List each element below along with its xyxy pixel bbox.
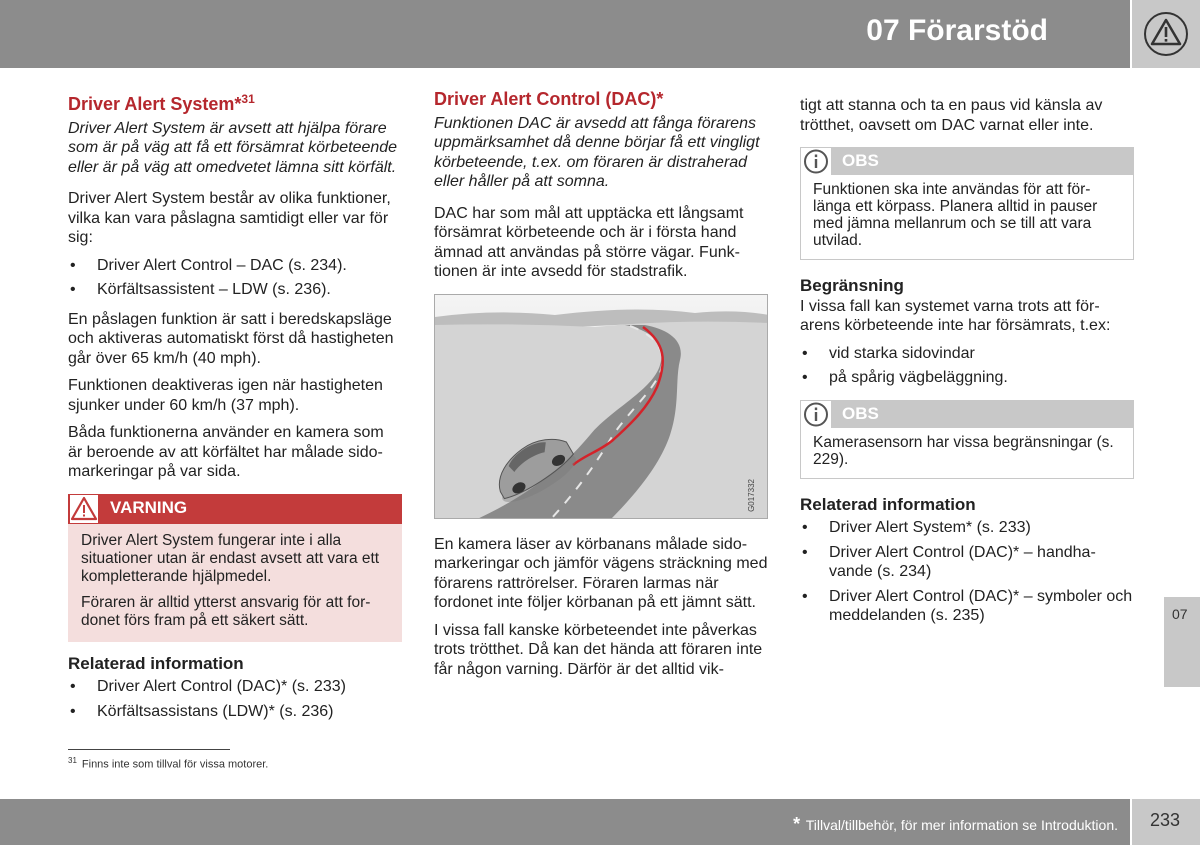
footnote: $^{31}$ Finns inte som tillval för vissa motorer. — [68, 756, 269, 771]
warning-sign-icon — [70, 495, 98, 523]
list-item: • Driver Alert Control – DAC (s. 234). — [68, 256, 402, 276]
function-list — [68, 256, 402, 300]
column-middle — [434, 90, 768, 687]
warning-box — [68, 494, 402, 642]
related-info-title: Relaterad information — [800, 494, 976, 514]
info-icon — [801, 148, 831, 175]
chapter-side-tab[interactable] — [1164, 597, 1200, 687]
related-info-title: Relaterad information — [68, 653, 244, 673]
note-text: Kamerasensorn har vissa begränsningar (s. 229). — [813, 433, 1114, 468]
column-left — [68, 90, 402, 731]
road-car-image — [435, 295, 768, 519]
related-link[interactable]: • Körfältsassistans (LDW)* (s. 236) — [68, 702, 402, 722]
section-title-driver-alert-system: Driver Alert System*$^{31}$ — [68, 92, 255, 114]
section-title-dac: Driver Alert Control (DAC)* — [434, 89, 664, 109]
column-right — [800, 96, 1134, 636]
paragraph: I vissa fall kanske körbeteendet inte påverkas trots trötthet. Då kan det hända att föraren inte får någon varning. Därför är det alltid vik- — [434, 621, 763, 678]
paragraph: En påslagen funktion är satt i beredskapsläge och aktiveras automatiskt först då hastigheten går över 65 km/h (40 mph). — [68, 310, 394, 367]
chapter-header — [0, 0, 1130, 68]
list-item: • vid starka sidovindar — [800, 344, 1134, 364]
paragraph: Funktionen deaktiveras igen när hastigheten sjunker under 60 km/h (37 mph). — [68, 377, 383, 414]
list-item: • på spårig vägbeläggning. — [800, 368, 1134, 388]
figure-code: G017332 — [746, 478, 756, 512]
chapter-icon-box — [1132, 0, 1200, 68]
related-link[interactable]: • Driver Alert Control (DAC)* (s. 233) — [68, 677, 402, 697]
intro-italic: Driver Alert System är avsett att hjälpa förare som är på väg att få ett försämrat körbeteende eller är på väg att omedvetet lämna sitt körfält. — [68, 119, 398, 176]
paragraph: I vissa fall kan systemet varna trots att förarens körbeteende inte har försämrats, t.ex: — [800, 297, 1111, 334]
chapter-title: 07 Förarstöd — [866, 14, 1048, 47]
paragraph: Driver Alert System består av olika funktioner, vilka kan vara påslagna samtidigt eller var för sig: — [68, 190, 391, 246]
note-box — [800, 400, 1134, 479]
related-link[interactable]: • Driver Alert Control (DAC)* – symboler och meddelanden (s. 235) — [800, 587, 1134, 626]
side-tab-label: 07 — [1172, 606, 1188, 622]
related-list — [800, 518, 1134, 626]
limitation-title: Begränsning — [800, 276, 904, 295]
footer-note: * Tillval/tillbehör, för mer information se Introduktion. — [793, 814, 1118, 834]
paragraph: DAC har som mål att upptäcka ett långsamt försämrat körbeteende och är i första hand ämnad att användas på större vägar. Funktionen är inte avsedd för stadstrafik. — [434, 204, 744, 280]
paragraph: Båda funktionerna använder en kamera som är beroende av att körfältet har målade sidomarkeringar på var sida. — [68, 424, 384, 480]
related-link[interactable]: • Driver Alert System* (s. 233) — [800, 518, 1134, 538]
list-item: • Körfältsassistent – LDW (s. 236). — [68, 280, 402, 300]
related-link[interactable]: • Driver Alert Control (DAC)* – handhavande (s. 234) — [800, 543, 1134, 582]
warning-body — [68, 524, 402, 642]
paragraph: En kamera läser av körbanans målade sidomarkeringar och jämför vägens sträckning med förarens rattrörelser. Föraren larmas när fordonet inte följer körbanan på ett jämnt sätt. — [434, 535, 768, 611]
limitation-list — [800, 344, 1134, 388]
note-box — [800, 147, 1134, 260]
note-text: Funktionen ska inte användas för att förlänga ett körpass. Planera alltid in pauser med jämna mellanrum och se till att vara utvilad. — [813, 181, 1098, 249]
intro-italic: Funktionen DAC är avsedd att fånga förarens uppmärksamhet då denne börjar få ett vingligt körbeteende, t.ex. om föraren är distraherad eller håller på att somna. — [434, 114, 760, 190]
page-number-box — [1132, 799, 1200, 845]
page-footer — [0, 799, 1130, 845]
warning-text: Driver Alert System fungerar inte i alla situationer utan är endast avsett att vara ett kompletterande hjälpmedel. — [81, 531, 380, 585]
note-label: OBS — [842, 403, 879, 423]
warning-text: Föraren är alltid ytterst ansvarig för att fordonet förs fram på ett säkert sätt. — [81, 593, 371, 629]
warning-triangle-icon — [1142, 10, 1190, 58]
footnote-divider — [68, 749, 230, 750]
related-list — [68, 677, 402, 721]
note-header — [801, 148, 1133, 175]
paragraph: tigt att stanna och ta en paus vid känsla av trötthet, oavsett om DAC varnat eller inte. — [800, 97, 1103, 134]
note-header — [801, 401, 1133, 428]
warning-label: VARNING — [110, 497, 188, 517]
warning-header — [68, 494, 402, 524]
info-icon — [801, 401, 831, 428]
road-illustration — [434, 294, 768, 519]
page-number: 233 — [1150, 810, 1181, 830]
note-label: OBS — [842, 151, 879, 170]
